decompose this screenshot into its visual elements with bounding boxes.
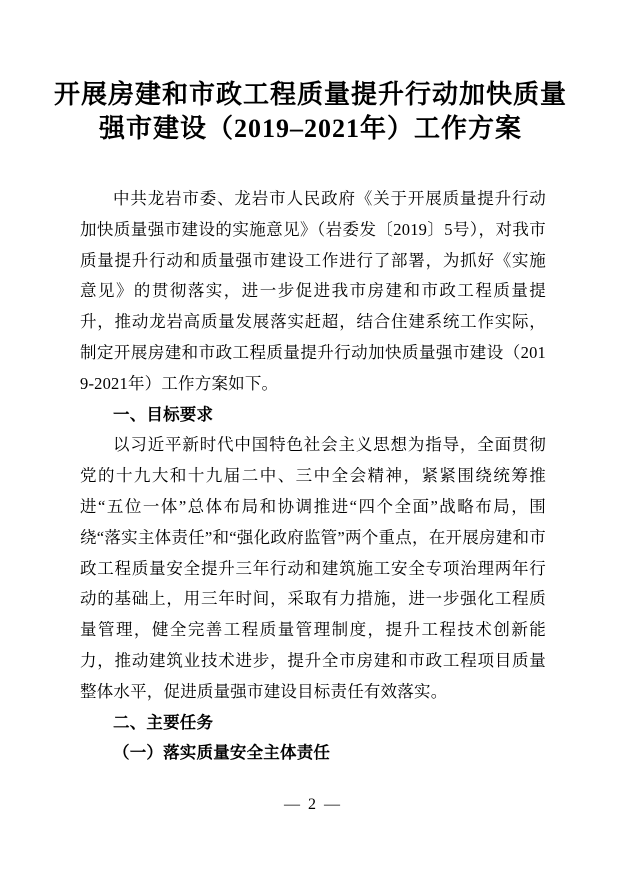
section-2-1-subheading: （一）落实质量安全主体责任 [113,743,331,763]
section-1-body: 以习近平新时代中国特色社会主义思想为指导，全面贯彻党的十九大和十九届二中、三中全会精神，紧紧围绕统筹推进“五位一体”总体布局和协调推进“四个全面”战略布局，围绕“落实主体责任”和“强化政府监管”两个重点，在开展房建和市政工程质量安全提升三年行动和建筑施工安全专项治理两年行动的基础上，用三年时间，采取有力措施，进一步强化工程质量管理，健全完善工程质量管理制度，提升工程技术创新能力，推动建筑业技术进步，提升全市房建和市政工程项目质量整体水平，促进质量强市建设目标责任有效落实。 [80,435,546,701]
title-line-1: 开展房建和市政工程质量提升行动加快质量 [53,80,567,109]
intro-paragraph: 中共龙岩市委、龙岩市人民政府《关于开展质量提升行动加快质量强市建设的实施意见》（岩委发〔2019〕5号），对我市质量提升行动和质量强市建设工作进行了部署，为抓好《实施意见》的贯彻落实，进一步促进我市房建和市政工程质量提升，推动龙岩高质量发展落实赶超，结合住建系统工作实际，制定开展房建和市政工程质量提升行动加快质量强市建设（2019-2021年）工作方案如下。 [80,189,546,393]
document-body [80,184,546,769]
title-line-2: 强市建设（2019–2021年）工作方案 [98,114,522,143]
section-1-heading: 一、目标要求 [113,404,214,424]
section-2-heading: 二、主要任务 [113,712,214,732]
page-number: — 2 — [284,796,342,813]
document-title [0,78,621,146]
